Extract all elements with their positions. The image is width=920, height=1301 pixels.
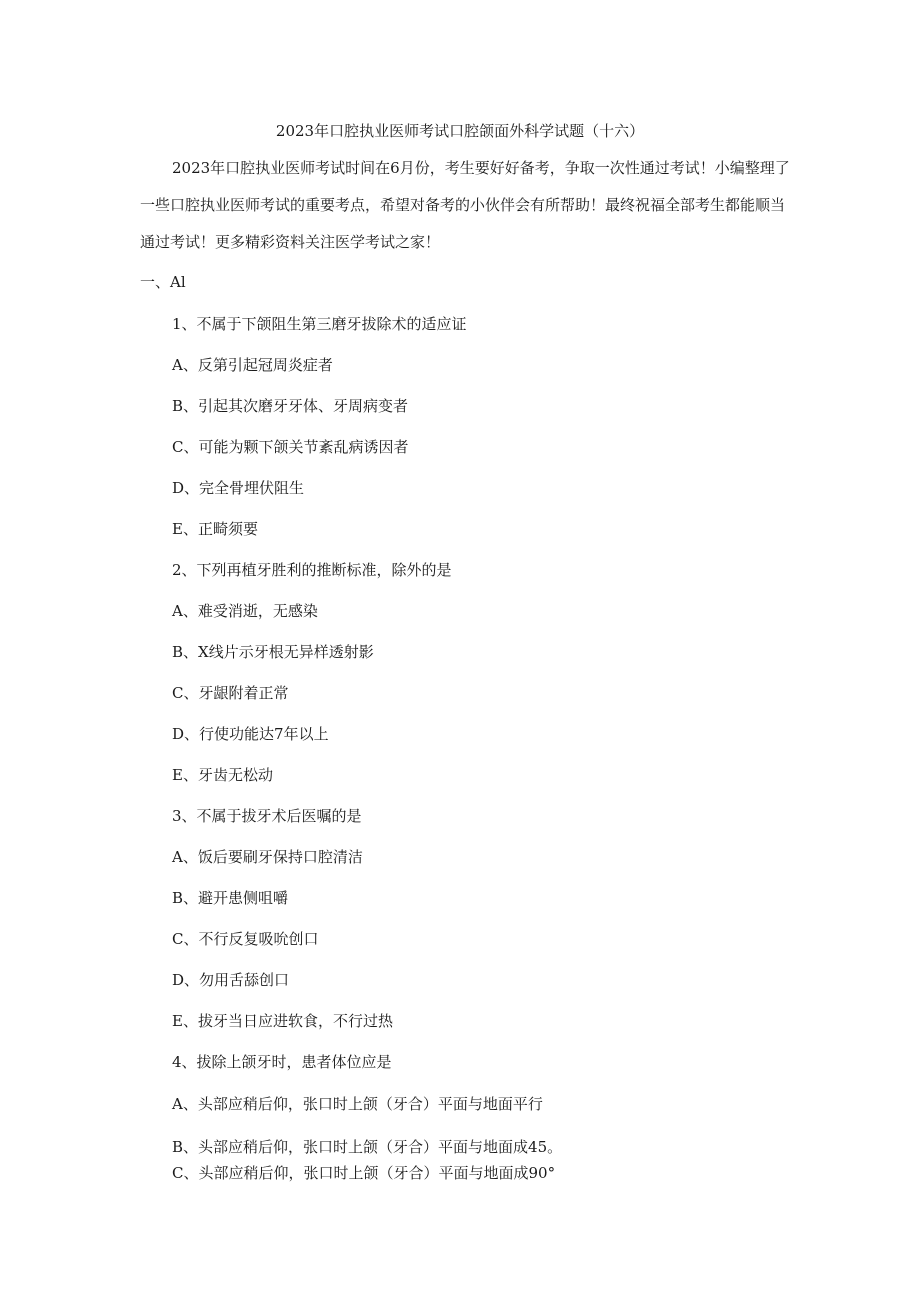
answer-option: E、牙齿无松动 <box>172 766 273 784</box>
answer-option: B、避开患侧咀嚼 <box>172 889 289 907</box>
answer-option: C、牙龈附着正常 <box>172 684 289 702</box>
answer-option: B、X线片示牙根无异样透射影 <box>172 643 374 661</box>
answer-option: A、饭后要刷牙保持口腔清洁 <box>172 848 363 866</box>
answer-option: E、拔牙当日应进软食，不行过热 <box>172 1012 393 1030</box>
question-stem: 1、不属于下颌阻生第三磨牙拔除术的适应证 <box>172 315 467 333</box>
answer-option: D、完全骨埋伏阻生 <box>172 479 305 497</box>
intro-paragraph: 2023年口腔执业医师考试时间在6月份，考生要好好备考，争取一次性通过考试！小编整理了一些口腔执业医师考试的重要考点，希望对备考的小伙伴会有所帮助！最终祝福全部考生都能顺当通过考试！更多精彩资料关注医学考试之家！ <box>140 159 790 251</box>
section-label: 一、Al <box>140 273 186 291</box>
document-title: 2023年口腔执业医师考试口腔颌面外科学试题（十六） <box>275 122 645 140</box>
answer-option: A、难受消逝，无感染 <box>172 602 318 620</box>
answer-option: B、引起其次磨牙牙体、牙周病变者 <box>172 397 409 415</box>
answer-option: C、头部应稍后仰，张口时上颌（牙合）平面与地面成90° <box>172 1164 556 1182</box>
answer-option: A、反第引起冠周炎症者 <box>172 356 333 374</box>
answer-option: E、正畸须要 <box>172 520 258 538</box>
answer-option: A、头部应稍后仰，张口时上颌（牙合）平面与地面平行 <box>172 1095 543 1113</box>
question-stem: 3、不属于拔牙术后医嘱的是 <box>172 807 362 825</box>
answer-option: C、不行反复吸吮创口 <box>172 930 319 948</box>
answer-option: B、头部应稍后仰，张口时上颌（牙合）平面与地面成45。 <box>172 1138 563 1156</box>
answer-option: C、可能为颗下颌关节紊乱病诱因者 <box>172 438 409 456</box>
question-stem: 4、拔除上颌牙时，患者体位应是 <box>172 1053 392 1071</box>
answer-option: D、勿用舌舔创口 <box>172 971 290 989</box>
answer-option: D、行使功能达7年以上 <box>172 725 329 743</box>
question-stem: 2、下列再植牙胜利的推断标准，除外的是 <box>172 561 452 579</box>
